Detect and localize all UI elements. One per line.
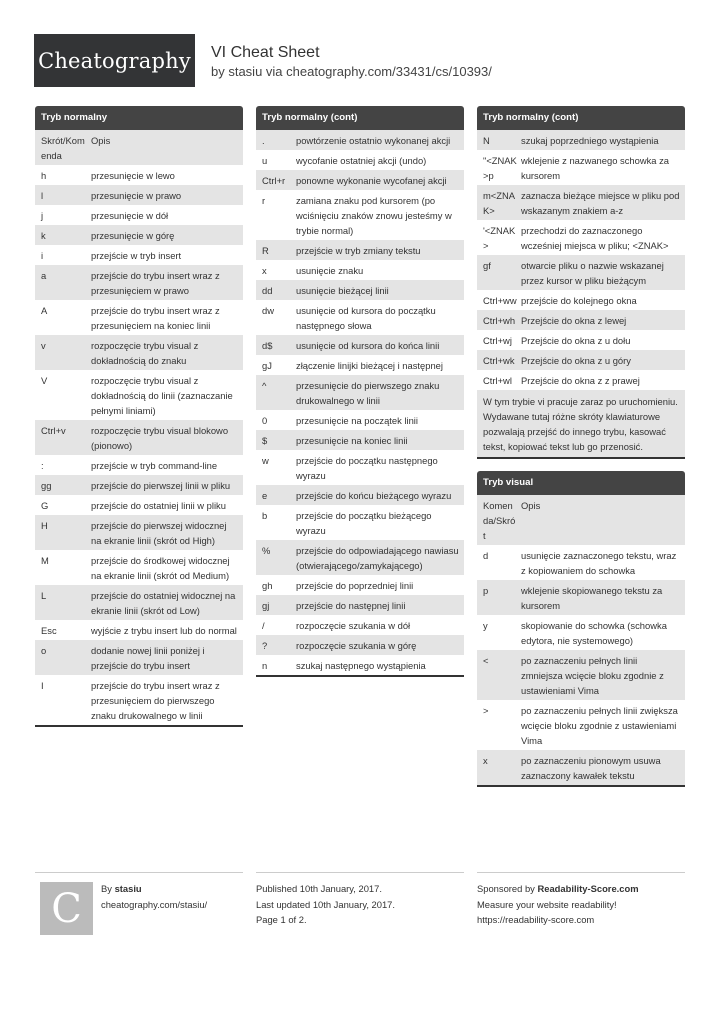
table-row	[256, 260, 464, 280]
shortcut-description: wklejenie skopiowanego tekstu za kursorem	[521, 585, 663, 611]
shortcut-key: /	[262, 620, 265, 631]
shortcut-description: przejście do początku następnego wyrazu	[296, 455, 438, 481]
table-row	[35, 205, 243, 225]
table-row	[477, 330, 685, 350]
table-row	[256, 240, 464, 260]
shortcut-description: przejście do środkowej widocznej na ekranie linii (skrót od Medium)	[91, 555, 230, 581]
shortcut-key: w	[262, 455, 269, 466]
table-row	[35, 620, 243, 640]
shortcut-key: j	[41, 210, 44, 221]
shortcut-key: x	[262, 265, 267, 276]
shortcut-description: przejście w tryb zmiany tekstu	[296, 245, 421, 256]
section-title: Tryb normalny (cont)	[256, 106, 464, 130]
section-note: W tym trybie vi pracuje zaraz po uruchomieniu. Wydawane tutaj różne skróty klawiaturowe pozwalają przejść do innego trybu, kasować tekst, kopiować tekst lub go przenosić.	[477, 390, 685, 457]
author-url[interactable]: cheatography.com/stasiu/	[101, 898, 208, 910]
avatar-letter: C	[51, 885, 82, 932]
shortcut-description: szukaj następnego wystąpienia	[296, 660, 426, 671]
section-title: Tryb normalny	[35, 106, 243, 130]
shortcut-key: e	[262, 490, 268, 501]
updated-date: Last updated 10th January, 2017.	[256, 898, 395, 910]
shortcut-description: przesunięcie na początek linii	[296, 415, 418, 426]
page-title: VI Cheat Sheet	[211, 44, 320, 61]
shortcut-description: usunięcie od kursora do początku następnego słowa	[296, 305, 436, 331]
published-date: Published 10th January, 2017.	[256, 883, 382, 894]
shortcut-key: gf	[483, 260, 491, 271]
shortcut-description: zamiana znaku pod kursorem (po wciśnięciu znaków znowu jesteśmy w trybie normal)	[296, 195, 452, 236]
shortcut-description: usunięcie znaku	[296, 265, 364, 276]
section-rows	[256, 130, 464, 675]
shortcut-key: >	[483, 705, 489, 716]
shortcut-key: gg	[41, 480, 52, 491]
table-row	[35, 245, 243, 265]
table-row	[477, 130, 685, 150]
shortcut-key: dw	[262, 305, 274, 316]
shortcut-key: u	[262, 155, 268, 166]
shortcut-key: I	[41, 680, 44, 691]
shortcut-description: przejście do trybu insert wraz z przesunięciem do pierwszego znaku drukowalnego w linii	[91, 680, 220, 721]
shortcut-description: usunięcie bieżącej linii	[296, 285, 389, 296]
table-row	[256, 280, 464, 300]
shortcut-key: N	[483, 135, 490, 146]
shortcut-description: przejście do pierwszej widocznej na ekranie linii (skrót od High)	[91, 520, 227, 546]
shortcut-key: o	[41, 645, 47, 656]
shortcut-key: :	[41, 460, 44, 471]
shortcut-description: rozpoczęcie szukania w górę	[296, 640, 417, 651]
table-row	[256, 410, 464, 430]
table-row	[256, 130, 464, 150]
table-row	[477, 290, 685, 310]
shortcut-key: r	[262, 195, 266, 206]
shortcut-key: %	[262, 545, 271, 556]
footer-author	[35, 872, 243, 932]
shortcut-key: x	[483, 755, 488, 766]
page-number: Page 1 of 2.	[256, 914, 307, 925]
section-rows	[477, 130, 685, 390]
table-row	[477, 545, 685, 580]
section-tryb-normalny	[35, 106, 243, 727]
shortcut-key: .	[262, 135, 265, 146]
shortcut-key: l	[41, 190, 44, 201]
table-row	[477, 700, 685, 750]
shortcut-description: przejście do trybu insert wraz z przesunięciem na koniec linii	[91, 305, 220, 331]
shortcut-description: przesunięcie do pierwszego znaku drukowalnego w linii	[296, 380, 440, 406]
table-row	[35, 640, 243, 675]
shortcut-description: przejście do ostatniej widocznej na ekranie linii (skrót od Low)	[91, 590, 236, 616]
shortcut-key: Ctrl+wl	[483, 375, 512, 386]
shortcut-description: dodanie nowej linii poniżej i przejście do trybu insert	[91, 645, 205, 671]
table-row	[35, 265, 243, 300]
table-row	[256, 595, 464, 615]
shortcut-key: gj	[262, 600, 270, 611]
shortcut-key: h	[41, 170, 47, 181]
shortcut-description: przejście do pierwszej linii w pliku	[91, 480, 231, 491]
shortcut-key: M	[41, 555, 49, 566]
shortcut-key: d	[483, 550, 489, 561]
sponsor-url[interactable]: https://readability-score.com	[477, 914, 595, 925]
shortcut-key: Ctrl+v	[41, 425, 66, 436]
shortcut-description: usunięcie od kursora do końca linii	[296, 340, 440, 351]
shortcut-description: przesunięcie w górę	[91, 230, 175, 241]
table-row	[256, 485, 464, 505]
table-row	[256, 375, 464, 410]
column-3	[477, 106, 685, 799]
shortcut-key: p	[483, 585, 489, 596]
shortcut-key: i	[41, 250, 44, 261]
table-row	[35, 515, 243, 550]
shortcut-description: rozpoczęcie trybu visual z dokładnością do znaku	[91, 340, 199, 366]
sponsor-name[interactable]: Readability-Score.com	[537, 883, 639, 894]
shortcut-description: Przejście do okna z z prawej	[521, 375, 640, 386]
section-tryb-visual	[477, 471, 685, 787]
shortcut-description: przejście do końcu bieżącego wyrazu	[296, 490, 452, 501]
table-row	[256, 150, 464, 170]
shortcut-key: ?	[262, 640, 268, 651]
table-row	[477, 220, 685, 255]
logo-text: Cheatography	[38, 48, 191, 73]
table-row	[35, 475, 243, 495]
table-row	[256, 190, 464, 240]
shortcut-description: przesunięcie na koniec linii	[296, 435, 408, 446]
table-row	[256, 655, 464, 675]
shortcut-description: przejście w tryb command-line	[91, 460, 218, 471]
table-row	[477, 580, 685, 615]
shortcut-description: Opis	[91, 135, 111, 146]
shortcut-description: usunięcie zaznaczonego tekstu, wraz z kopiowaniem do schowka	[521, 550, 677, 576]
shortcut-key: $	[262, 435, 268, 446]
shortcut-description: Przejście do okna z u dołu	[521, 335, 631, 346]
table-row	[35, 165, 243, 185]
table-row	[35, 550, 243, 585]
table-row	[256, 355, 464, 375]
table-row	[256, 450, 464, 485]
shortcut-key: V	[41, 375, 48, 386]
shortcut-key: "<ZNAK>p	[483, 155, 517, 181]
table-row	[477, 750, 685, 785]
shortcut-key: 0	[262, 415, 268, 426]
shortcut-description: rozpoczęcie trybu visual z dokładnością do linii (zaznaczanie pełnymi liniami)	[91, 375, 233, 416]
section-title: Tryb visual	[477, 471, 685, 495]
table-row	[477, 350, 685, 370]
table-row	[256, 300, 464, 335]
shortcut-key: Komenda/Skrót	[483, 500, 516, 541]
shortcut-key: R	[262, 245, 269, 256]
shortcut-key: y	[483, 620, 488, 631]
shortcut-key: Esc	[41, 625, 57, 636]
table-row	[35, 420, 243, 455]
shortcut-description: przejście do trybu insert wraz z przesunięciem w prawo	[91, 270, 220, 296]
table-row	[477, 255, 685, 290]
table-row	[35, 335, 243, 370]
section-tryb-normalny-cont	[256, 106, 464, 677]
shortcut-key: A	[41, 305, 48, 316]
shortcut-description: przesunięcie w lewo	[91, 170, 175, 181]
shortcut-description: przejście w tryb insert	[91, 250, 182, 261]
table-row	[256, 575, 464, 595]
table-row	[477, 370, 685, 390]
column-2	[256, 106, 464, 689]
shortcut-description: skopiowanie do schowka (schowka edytora, nie systemowego)	[521, 620, 667, 646]
shortcut-description: po zaznaczeniu pełnych linii zwiększa wcięcie bloku zgodnie z ustawieniami Vima	[521, 705, 678, 746]
table-row	[256, 430, 464, 450]
shortcut-key: '<ZNAK>	[483, 225, 516, 251]
table-row	[256, 540, 464, 575]
table-row	[477, 185, 685, 220]
shortcut-key: v	[41, 340, 46, 351]
shortcut-description: przejście do odpowiadającego nawiasu (otwierającego/zamykającego)	[296, 545, 459, 571]
table-row	[256, 615, 464, 635]
shortcut-description: otwarcie pliku o nazwie wskazanej przez kursor w pliku bieżącym	[521, 260, 664, 286]
page-subtitle[interactable]: by stasiu via cheatography.com/33431/cs/10393/	[211, 64, 492, 79]
table-row	[35, 585, 243, 620]
table-row	[35, 495, 243, 515]
shortcut-key: a	[41, 270, 47, 281]
shortcut-description: przesunięcie w dół	[91, 210, 169, 221]
shortcut-description: wycofanie ostatniej akcji (undo)	[296, 155, 427, 166]
table-row	[35, 370, 243, 420]
shortcut-description: przejście do początku bieżącego wyrazu	[296, 510, 432, 536]
cheatography-logo[interactable]	[34, 34, 195, 87]
shortcut-key: gJ	[262, 360, 272, 371]
shortcut-description: szukaj poprzedniego wystąpienia	[521, 135, 659, 146]
shortcut-key: Ctrl+wj	[483, 335, 512, 346]
section-title: Tryb normalny (cont)	[477, 106, 685, 130]
table-row	[35, 130, 243, 165]
shortcut-description: przejście do ostatniej linii w pliku	[91, 500, 226, 511]
shortcut-key: H	[41, 520, 48, 531]
shortcut-key: Ctrl+wh	[483, 315, 516, 326]
sponsor-tagline: Measure your website readability!	[477, 898, 617, 910]
table-row	[477, 615, 685, 650]
shortcut-description: przesunięcie w prawo	[91, 190, 182, 201]
shortcut-description: przejście do poprzedniej linii	[296, 580, 414, 591]
shortcut-description: po zaznaczeniu pionowym usuwa zaznaczony kawałek tekstu	[521, 755, 661, 781]
shortcut-description: po zaznaczeniu pełnych linii zmniejsza wcięcie bloku zgodnie z ustawieniami Vima	[521, 655, 664, 696]
shortcut-key: Ctrl+wk	[483, 355, 515, 366]
shortcut-key: gh	[262, 580, 273, 591]
avatar[interactable]	[40, 882, 93, 935]
shortcut-key: G	[41, 500, 49, 511]
section-rows	[35, 130, 243, 725]
footer-sponsor	[477, 872, 685, 928]
shortcut-key: <	[483, 655, 489, 666]
shortcut-description: ponowne wykonanie wycofanej akcji	[296, 175, 447, 186]
section-tryb-normalny-cont-2	[477, 106, 685, 459]
table-row	[256, 170, 464, 190]
table-row	[35, 185, 243, 205]
shortcut-key: Ctrl+ww	[483, 295, 517, 306]
table-row	[35, 300, 243, 335]
sponsor-label: Sponsored by	[477, 883, 535, 894]
shortcut-key: L	[41, 590, 47, 601]
footer-dates	[256, 872, 464, 928]
shortcut-description: przejście do kolejnego okna	[521, 295, 637, 306]
table-row	[477, 150, 685, 185]
table-row	[35, 675, 243, 725]
column-1	[35, 106, 243, 739]
by-label: By	[101, 883, 112, 894]
author-name[interactable]: stasiu	[114, 883, 142, 894]
table-row	[477, 310, 685, 330]
shortcut-key: n	[262, 660, 268, 671]
shortcut-description: powtórzenie ostatnio wykonanej akcji	[296, 135, 451, 146]
shortcut-description: Przejście do okna z lewej	[521, 315, 627, 326]
shortcut-description: przechodzi do zaznaczonego wcześniej miejsca w pliku; <ZNAK>	[521, 225, 669, 251]
shortcut-description: wyjście z trybu insert lub do normal	[91, 625, 237, 636]
section-rows	[477, 495, 685, 785]
shortcut-description: rozpoczęcie trybu visual blokowo (pionowo)	[91, 425, 229, 451]
shortcut-description: rozpoczęcie szukania w dół	[296, 620, 411, 631]
shortcut-key: Skrót/Komenda	[41, 135, 85, 161]
shortcut-description: Przejście do okna z u góry	[521, 355, 631, 366]
table-row	[256, 335, 464, 355]
shortcut-key: dd	[262, 285, 273, 296]
shortcut-description: wklejenie z nazwanego schowka za kursorem	[521, 155, 669, 181]
shortcut-description: zaznacza bieżące miejsce w pliku pod wskazanym znakiem a-z	[521, 190, 680, 216]
shortcut-key: ^	[262, 380, 267, 391]
shortcut-key: d$	[262, 340, 273, 351]
table-row	[477, 650, 685, 700]
table-row	[256, 505, 464, 540]
shortcut-key: Ctrl+r	[262, 175, 286, 186]
shortcut-key: m<ZNAK>	[483, 190, 516, 216]
table-row	[35, 455, 243, 475]
table-row	[477, 495, 685, 545]
shortcut-key: b	[262, 510, 268, 521]
shortcut-key: k	[41, 230, 46, 241]
table-row	[256, 635, 464, 655]
shortcut-description: złączenie linijki bieżącej i następnej	[296, 360, 443, 371]
shortcut-description: Opis	[521, 500, 541, 511]
shortcut-description: przejście do następnej linii	[296, 600, 406, 611]
table-row	[35, 225, 243, 245]
